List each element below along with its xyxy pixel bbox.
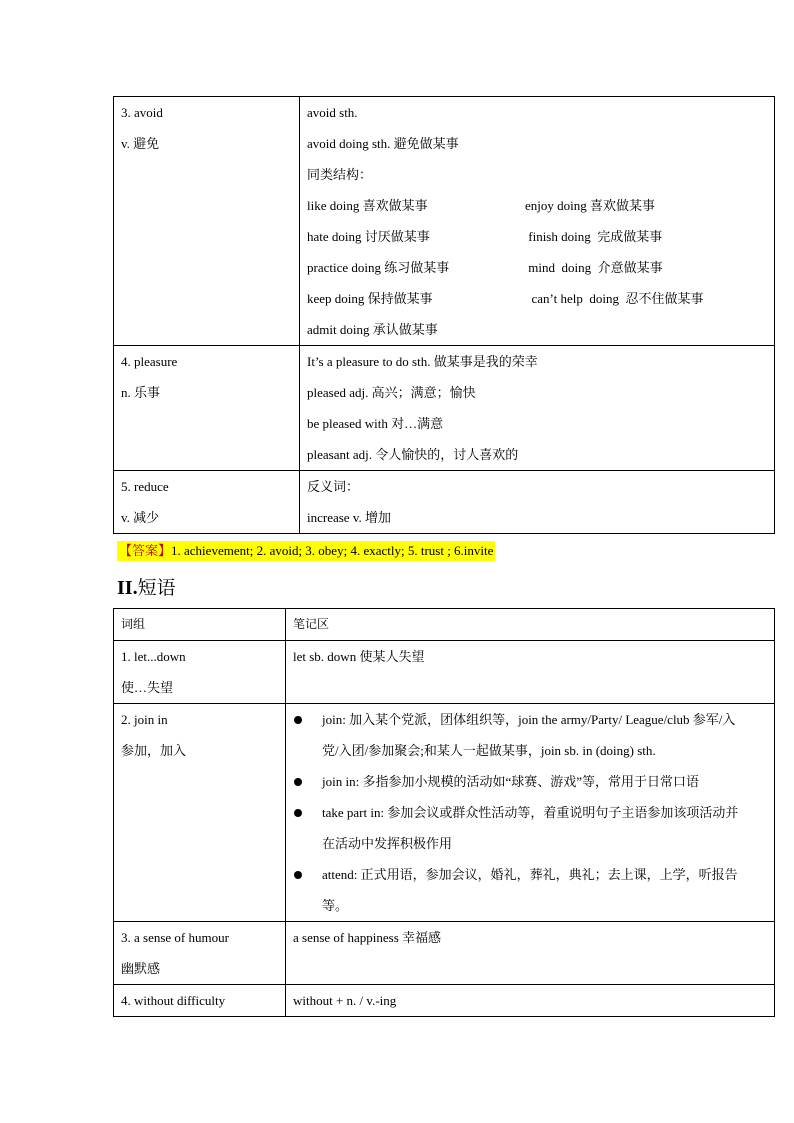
phrase-table xyxy=(113,608,775,1017)
note-line: without + n. / v.-ing xyxy=(293,993,397,1008)
structure-pair xyxy=(307,190,767,221)
bullet-item xyxy=(293,797,767,859)
answer-key xyxy=(117,541,495,561)
structure-item: enjoy doing 喜欢做某事 xyxy=(525,198,655,213)
bullet-icon xyxy=(293,859,322,890)
bullet-text: 党/入团/参加聚会;和某人一起做某事，join sb. in (doing) sth. xyxy=(322,743,656,758)
table-header-row xyxy=(114,609,775,641)
note-line: a sense of happiness 幸福感 xyxy=(293,930,442,945)
phrase-meaning: 使…失望 xyxy=(121,680,174,695)
note-line: let sb. down 使某人失望 xyxy=(293,649,425,664)
notes-cell xyxy=(300,346,775,471)
phrase-cell xyxy=(114,641,286,704)
word-entry: 3. avoid xyxy=(121,105,163,120)
bullet-text: 在活动中发挥积极作用 xyxy=(322,836,453,851)
word-entry: 5. reduce xyxy=(121,479,169,494)
word-meaning: v. 避免 xyxy=(121,136,160,151)
note-line: admit doing 承认做某事 xyxy=(307,322,438,337)
structure-pair xyxy=(307,221,767,252)
note-line: avoid sth. xyxy=(307,105,358,120)
notes-cell xyxy=(286,704,775,922)
phrase-cell xyxy=(114,922,286,985)
word-meaning: v. 减少 xyxy=(121,510,160,525)
phrase-cell xyxy=(114,985,286,1017)
note-line: avoid doing sth. 避免做某事 xyxy=(307,136,459,151)
column-header-label: 笔记区 xyxy=(293,617,330,631)
structure-item: like doing 喜欢做某事 xyxy=(307,198,428,213)
answer-text: 1. achievement; 2. avoid; 3. obey; 4. exactly; 5. trust ; 6.invite xyxy=(171,543,494,558)
column-header xyxy=(114,609,286,641)
phrase-meaning: 参加，加入 xyxy=(121,743,187,758)
table-row xyxy=(114,346,775,471)
structure-item: hate doing 讨厌做某事 xyxy=(307,229,430,244)
bullet-icon xyxy=(293,766,322,797)
note-line: pleased adj. 高兴；满意；愉快 xyxy=(307,385,476,400)
structure-item: can’t help doing 忍不住做某事 xyxy=(525,291,704,306)
column-header xyxy=(286,609,775,641)
word-cell xyxy=(114,346,300,471)
table-row xyxy=(114,704,775,922)
note-line: 反义词： xyxy=(307,479,360,494)
word-meaning: n. 乐事 xyxy=(121,385,161,400)
table-row xyxy=(114,97,775,346)
section-number: II. xyxy=(117,577,138,599)
bullet-text: join: 加入某个党派，团体组织等，join the army/Party/ League/club 参军/入 xyxy=(322,712,736,727)
phrase-entry: 2. join in xyxy=(121,712,168,727)
note-line: increase v. 增加 xyxy=(307,510,391,525)
word-cell xyxy=(114,97,300,346)
column-header-label: 词组 xyxy=(121,617,146,631)
structure-pair xyxy=(307,283,767,314)
notes-cell xyxy=(300,97,775,346)
notes-cell xyxy=(300,471,775,534)
bullet-item xyxy=(293,704,767,766)
notes-cell xyxy=(286,641,775,704)
bullet-text: attend: 正式用语，参加会议，婚礼，葬礼，典礼；去上课，上学，听报告 xyxy=(322,867,738,882)
structure-item: practice doing 练习做某事 xyxy=(307,260,450,275)
phrase-meaning: 幽默感 xyxy=(121,961,161,976)
table-row xyxy=(114,985,775,1017)
table-row xyxy=(114,922,775,985)
structure-item: mind doing 介意做某事 xyxy=(525,260,663,275)
vocabulary-table xyxy=(113,96,775,534)
note-line: It’s a pleasure to do sth. 做某事是我的荣幸 xyxy=(307,354,538,369)
bullet-text: take part in: 参加会议或群众性活动等，着重说明句子主语参加该项活动并 xyxy=(322,805,739,820)
structure-pair xyxy=(307,252,767,283)
word-cell xyxy=(114,471,300,534)
table-row xyxy=(114,471,775,534)
note-line: 同类结构： xyxy=(307,167,373,182)
structure-item: keep doing 保持做某事 xyxy=(307,291,433,306)
answer-tag: 【答案】 xyxy=(119,543,172,558)
bullet-text: join in: 多指参加小规模的活动如“球赛、游戏”等，常用于日常口语 xyxy=(322,774,699,789)
structure-item: finish doing 完成做某事 xyxy=(525,229,663,244)
phrase-entry: 3. a sense of humour xyxy=(121,930,229,945)
note-line: be pleased with 对…满意 xyxy=(307,416,444,431)
note-line: pleasant adj. 令人愉快的，讨人喜欢的 xyxy=(307,447,519,462)
bullet-text: 等。 xyxy=(322,898,349,913)
section-heading xyxy=(117,574,176,602)
bullet-icon xyxy=(293,797,322,828)
word-entry: 4. pleasure xyxy=(121,354,178,369)
notes-cell xyxy=(286,922,775,985)
phrase-entry: 4. without difficulty xyxy=(121,993,226,1008)
bullet-item xyxy=(293,766,767,797)
bullet-icon xyxy=(293,704,322,735)
phrase-entry: 1. let...down xyxy=(121,649,186,664)
table-row xyxy=(114,641,775,704)
section-title: 短语 xyxy=(137,577,176,599)
phrase-cell xyxy=(114,704,286,922)
bullet-item xyxy=(293,859,767,921)
notes-cell xyxy=(286,985,775,1017)
